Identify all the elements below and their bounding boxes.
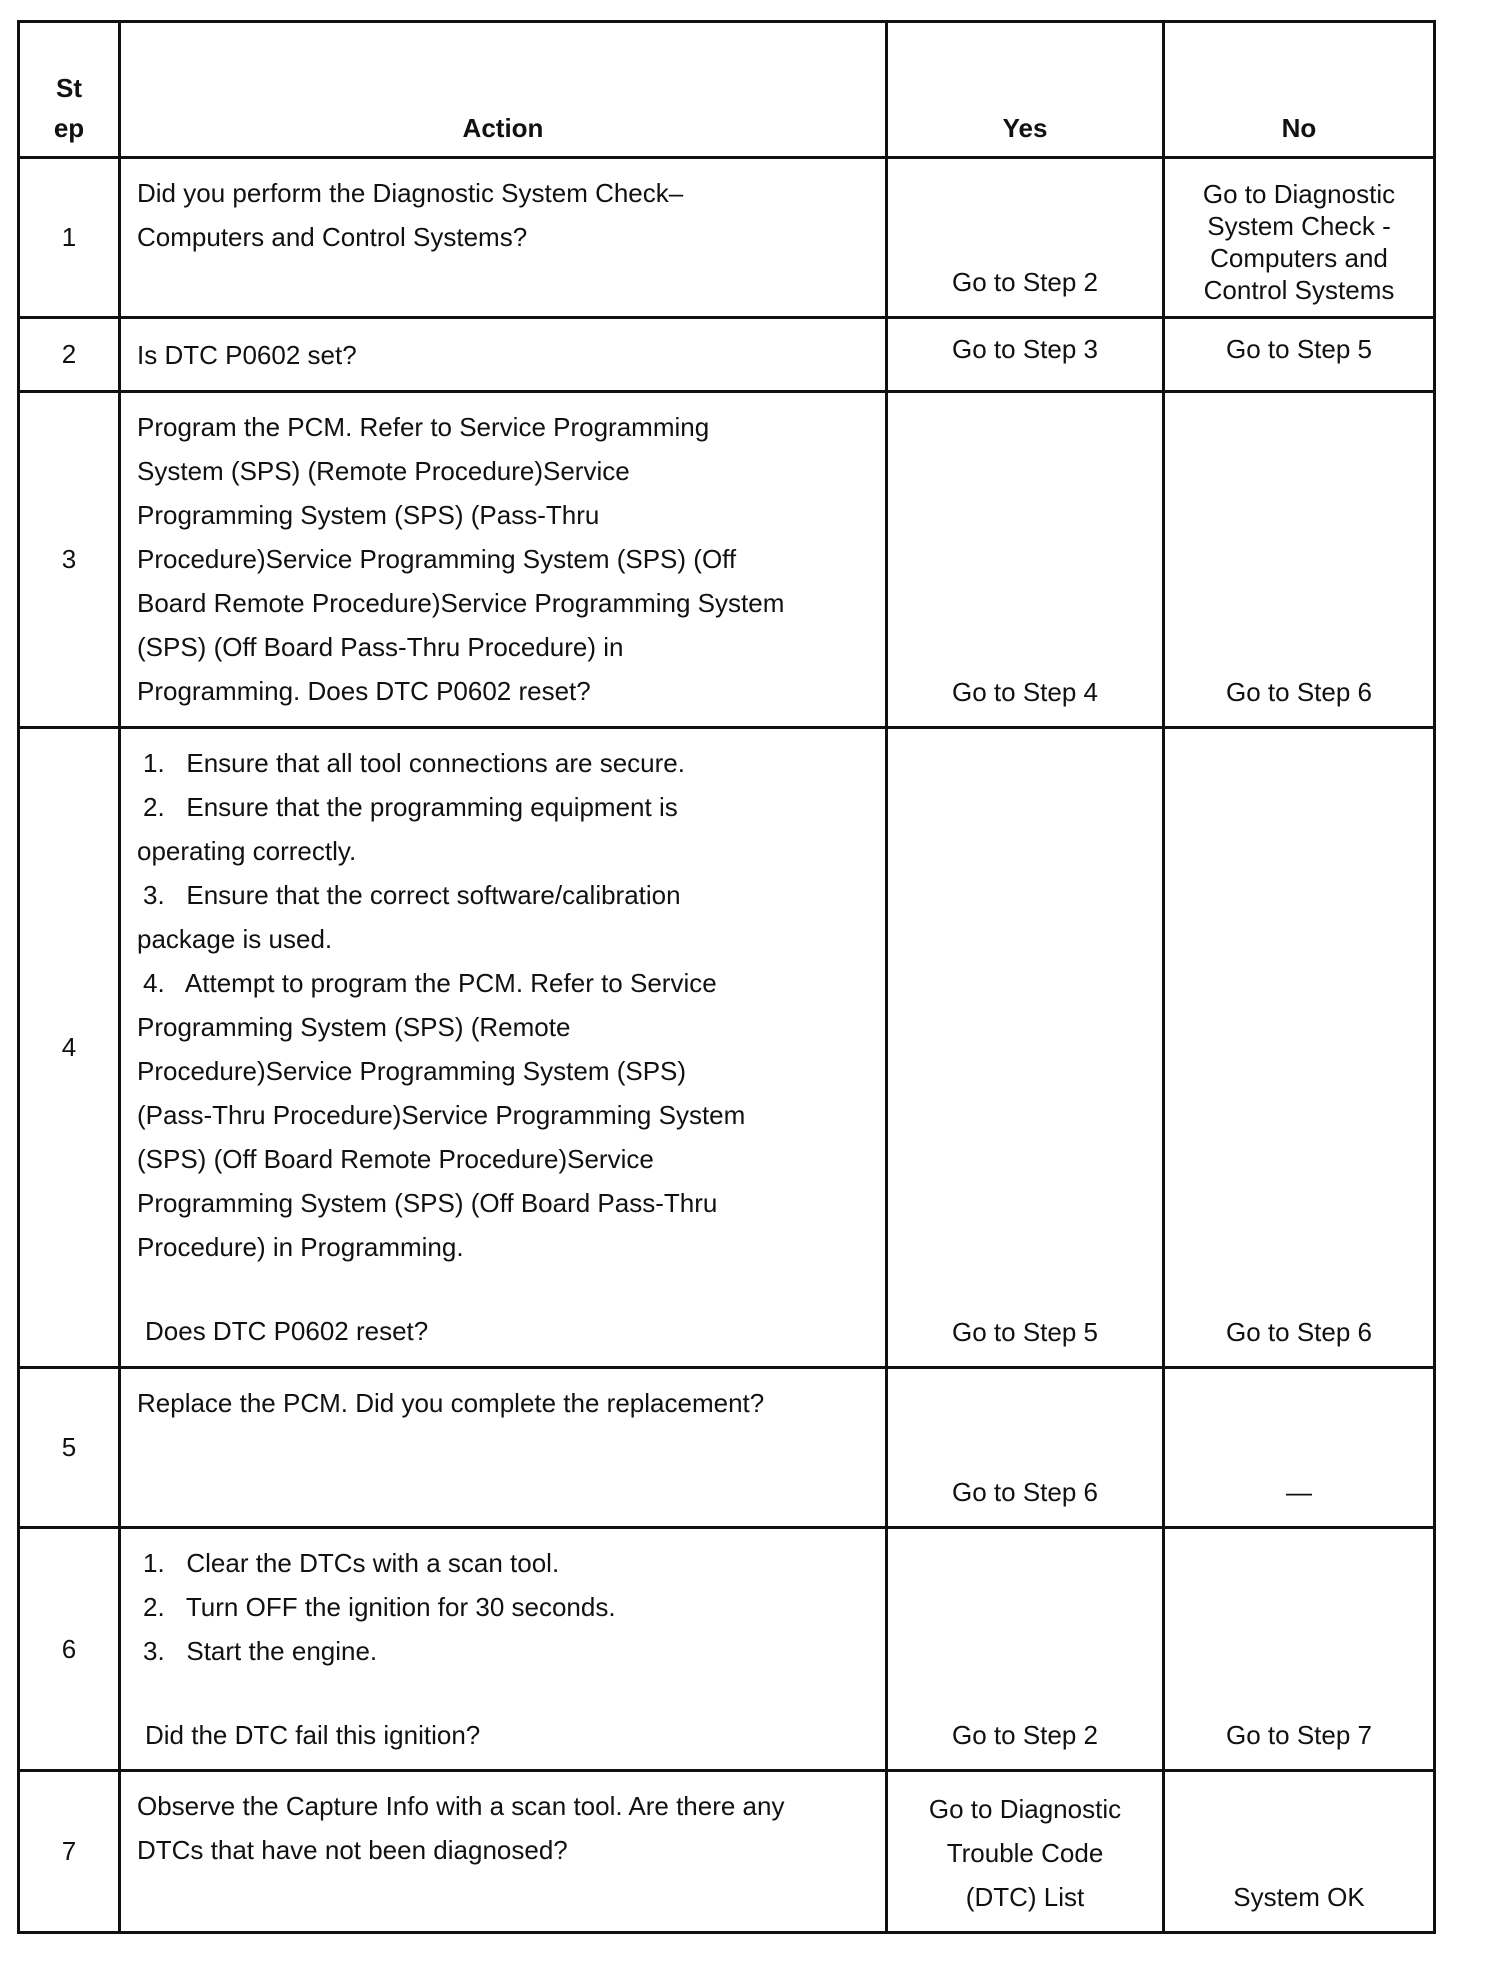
no-column-header: No <box>1164 22 1435 158</box>
table-row <box>19 158 1435 318</box>
action-cell <box>120 1368 887 1528</box>
yes-cell <box>887 158 1164 318</box>
action-line: Programming System (SPS) (Pass-Thru <box>137 500 600 530</box>
yes-cell <box>887 318 1164 392</box>
no-line: Go to Step 7 <box>1226 1720 1372 1750</box>
action-line: Did you perform the Diagnostic System Check– <box>137 178 684 208</box>
action-line: Computers and Control Systems? <box>137 222 528 252</box>
no-line: Go to Step 5 <box>1226 333 1372 364</box>
action-line: 2. Ensure that the programming equipment is <box>143 792 678 822</box>
action-line: Replace the PCM. Did you complete the replacement? <box>137 1388 765 1418</box>
action-line: 1. Clear the DTCs with a scan tool. <box>143 1548 560 1578</box>
action-question: Did the DTC fail this ignition? <box>145 1720 481 1750</box>
yes-line: Go to Diagnostic <box>928 1794 1122 1824</box>
yes-cell <box>887 728 1164 1368</box>
action-line: DTCs that have not been diagnosed? <box>137 1835 568 1865</box>
action-line: 3. Ensure that the correct software/calibration <box>143 880 681 910</box>
step-number: 1 <box>19 158 120 318</box>
action-line: (SPS) (Off Board Pass-Thru Procedure) in <box>137 632 624 662</box>
action-line: Board Remote Procedure)Service Programming System <box>137 588 785 618</box>
step-column-header <box>19 22 120 158</box>
action-cell <box>120 392 887 728</box>
no-cell <box>1164 158 1435 318</box>
step-number: 2 <box>19 318 120 392</box>
action-line: Is DTC P0602 set? <box>137 339 357 370</box>
table-row <box>19 728 1435 1368</box>
table-row <box>19 1368 1435 1528</box>
action-cell <box>120 728 887 1368</box>
action-column-header: Action <box>120 22 887 158</box>
no-cell <box>1164 392 1435 728</box>
no-line: Go to Step 6 <box>1226 677 1372 707</box>
step-number: 6 <box>19 1528 120 1771</box>
action-line: package is used. <box>137 924 333 954</box>
yes-line: Trouble Code <box>946 1838 1104 1868</box>
action-line: 4. Attempt to program the PCM. Refer to Service <box>143 968 717 998</box>
no-cell <box>1164 728 1435 1368</box>
action-cell <box>120 158 887 318</box>
no-line: — <box>1286 1477 1312 1507</box>
action-question: Does DTC P0602 reset? <box>145 1316 429 1346</box>
yes-column-header: Yes <box>887 22 1164 158</box>
action-line: Program the PCM. Refer to Service Programming <box>137 412 710 442</box>
table-row <box>19 1771 1435 1933</box>
yes-line: Go to Step 2 <box>952 267 1098 297</box>
no-cell <box>1164 1528 1435 1771</box>
no-cell <box>1164 1771 1435 1933</box>
yes-cell <box>887 392 1164 728</box>
step-header-line-1: St <box>56 73 82 103</box>
action-cell <box>120 1528 887 1771</box>
no-line: Go to Step 6 <box>1226 1317 1372 1347</box>
action-line: 2. Turn OFF the ignition for 30 seconds. <box>143 1592 616 1622</box>
table-row <box>19 392 1435 728</box>
action-line: 3. Start the engine. <box>143 1636 378 1666</box>
action-line: Procedure) in Programming. <box>137 1232 464 1262</box>
action-line: Observe the Capture Info with a scan tool. Are there any <box>137 1791 785 1821</box>
yes-cell <box>887 1771 1164 1933</box>
step-header-line-2: ep <box>53 113 85 143</box>
action-line: (SPS) (Off Board Remote Procedure)Service <box>137 1144 654 1174</box>
yes-line: Go to Step 3 <box>952 333 1098 364</box>
step-number: 3 <box>19 392 120 728</box>
step-number: 7 <box>19 1771 120 1933</box>
action-line: Procedure)Service Programming System (SPS) (Off <box>137 544 737 574</box>
yes-line: (DTC) List <box>965 1882 1085 1912</box>
no-cell <box>1164 1368 1435 1528</box>
no-line: Go to Diagnostic <box>1202 179 1396 209</box>
yes-line: Go to Step 6 <box>952 1477 1098 1507</box>
yes-line: Go to Step 4 <box>952 677 1098 707</box>
action-line: (Pass-Thru Procedure)Service Programming System <box>137 1100 746 1130</box>
no-line: System Check - <box>1207 211 1391 241</box>
yes-cell <box>887 1528 1164 1771</box>
step-number: 4 <box>19 728 120 1368</box>
table-row <box>19 1528 1435 1771</box>
action-line: Programming. Does DTC P0602 reset? <box>137 676 591 706</box>
action-line: Programming System (SPS) (Remote <box>137 1012 571 1042</box>
no-line: Control Systems <box>1203 275 1395 305</box>
no-line: Computers and <box>1210 243 1388 273</box>
action-line: Procedure)Service Programming System (SPS) <box>137 1056 687 1086</box>
action-cell <box>120 318 887 392</box>
no-line: System OK <box>1233 1882 1365 1912</box>
table-row <box>19 318 1435 392</box>
header-row <box>19 22 1435 158</box>
diagnostic-procedure-table <box>17 20 1436 1934</box>
yes-cell <box>887 1368 1164 1528</box>
action-line: 1. Ensure that all tool connections are secure. <box>143 748 685 778</box>
action-cell <box>120 1771 887 1933</box>
action-line: Programming System (SPS) (Off Board Pass-Thru <box>137 1188 718 1218</box>
no-cell <box>1164 318 1435 392</box>
yes-line: Go to Step 2 <box>952 1720 1098 1750</box>
action-line: System (SPS) (Remote Procedure)Service <box>137 456 630 486</box>
yes-line: Go to Step 5 <box>952 1317 1098 1347</box>
action-line: operating correctly. <box>137 836 357 866</box>
step-number: 5 <box>19 1368 120 1528</box>
